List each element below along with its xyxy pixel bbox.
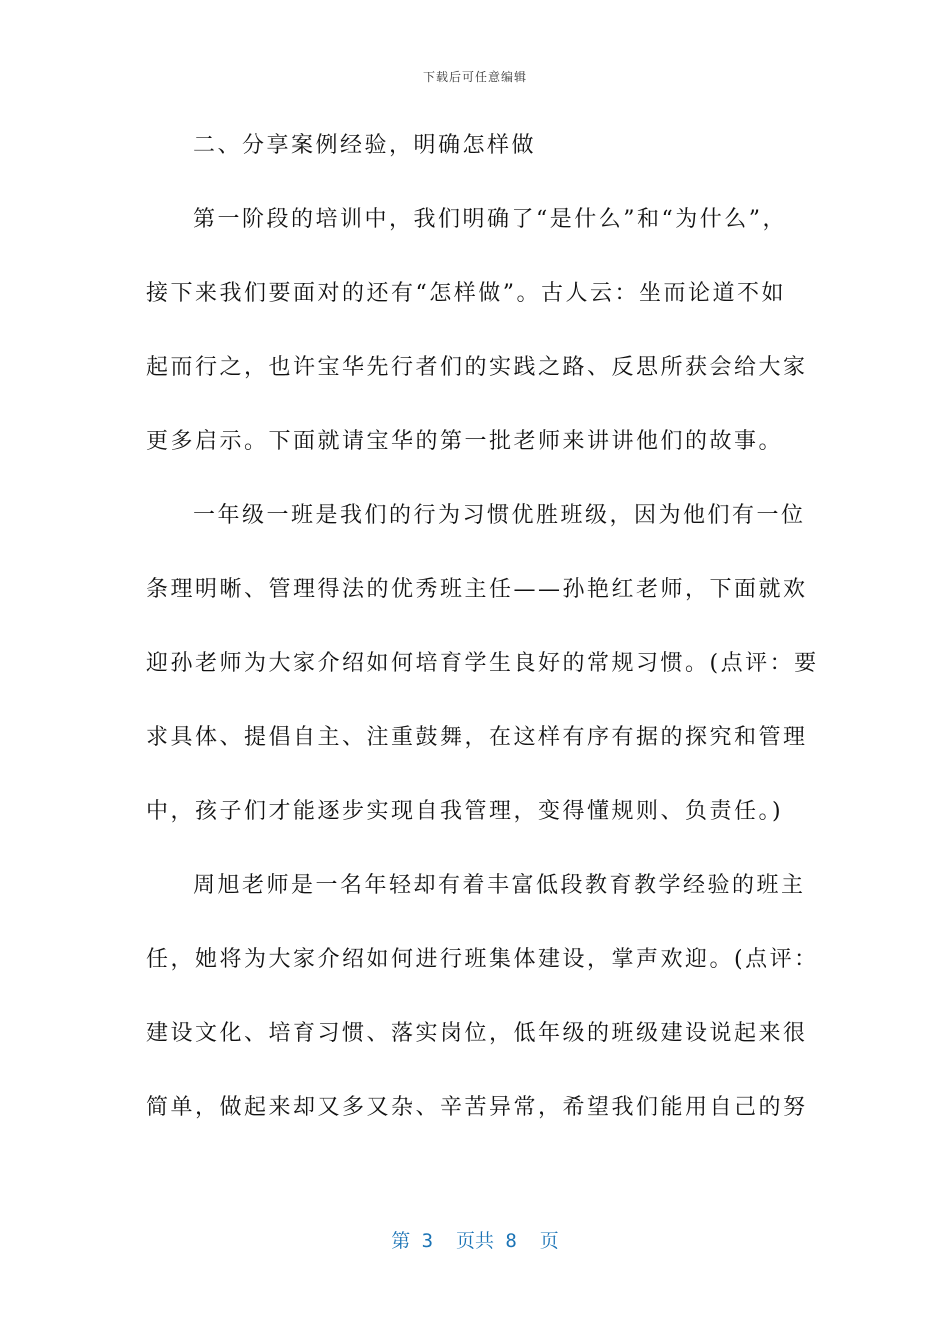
- paragraph-line: 一年级一班是我们的行为习惯优胜班级，因为他们有一位: [193, 503, 806, 528]
- paragraph-line: 求具体、提倡自主、注重鼓舞，在这样有序有据的探究和管理: [146, 725, 808, 750]
- paragraph-line: 任，她将为大家介绍如何进行班集体建设，掌声欢迎。(点评：: [146, 947, 819, 972]
- document-body: [146, 126, 819, 1162]
- section-heading: 二、分享案例经验，明确怎样做: [193, 133, 537, 158]
- page-number-footer: 第 3 页共 8 页: [391, 1230, 559, 1252]
- paragraph-line: 条理明晰、管理得法的优秀班主任——孙艳红老师，下面就欢: [146, 577, 808, 602]
- paragraph-line: 第一阶段的培训中，我们明确了“是什么”和“为什么”，: [193, 207, 787, 232]
- paragraph-line: 迎孙老师为大家介绍如何培育学生良好的常规习惯。(点评：要: [146, 651, 819, 676]
- paragraph-line: 更多启示。下面就请宝华的第一批老师来讲讲他们的故事。: [146, 429, 784, 454]
- paragraph-line: 起而行之，也许宝华先行者们的实践之路、反思所获会给大家: [146, 355, 808, 380]
- paragraph-line: 中，孩子们才能逐步实现自我管理，变得懂规则、负责任。): [146, 799, 784, 824]
- paragraph-line: 建设文化、培育习惯、落实岗位，低年级的班级建设说起来很: [146, 1021, 808, 1046]
- paragraph-line: 接下来我们要面对的还有“怎样做”。古人云：坐而论道不如: [146, 281, 786, 306]
- paragraph-line: 周旭老师是一名年轻却有着丰富低段教育教学经验的班主: [193, 873, 806, 898]
- page-header: 下载后可任意编辑: [422, 70, 527, 84]
- paragraph-line: 简单，做起来却又多又杂、辛苦异常，希望我们能用自己的努: [146, 1095, 808, 1120]
